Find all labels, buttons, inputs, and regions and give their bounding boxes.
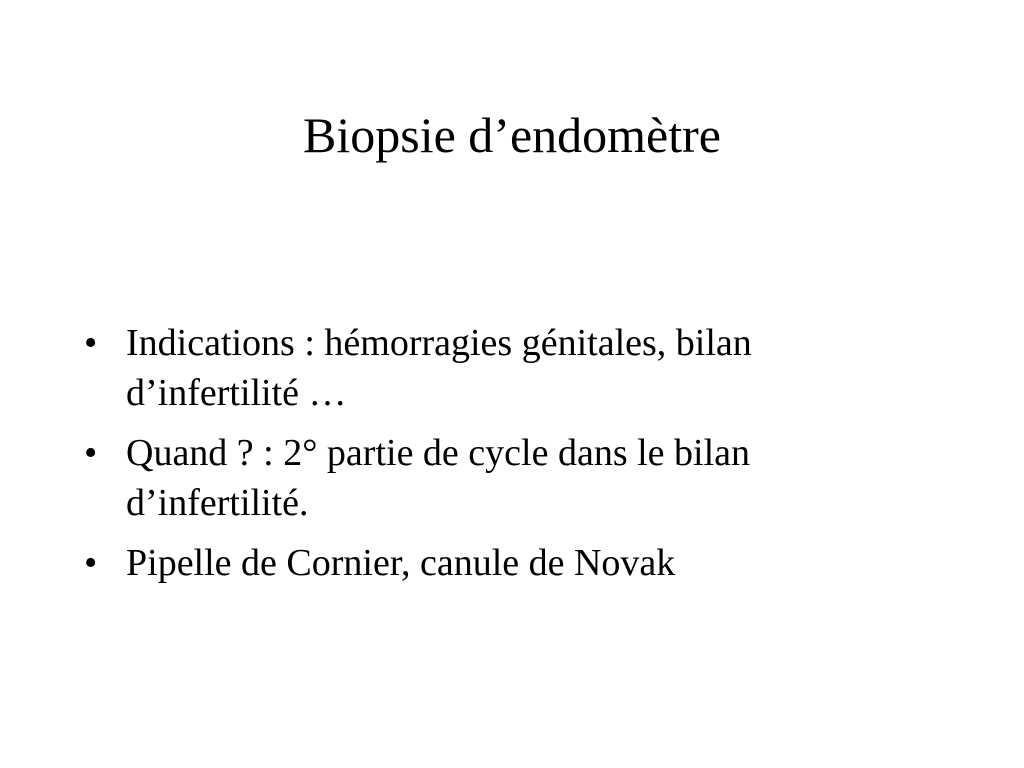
bullet-list	[84, 318, 904, 598]
slide-title: Biopsie d’endomètre	[303, 107, 721, 163]
bullet-icon: •	[84, 432, 98, 474]
bullet-text: Indications : hémorragies génitales, bilan d’infertilité …	[126, 322, 752, 414]
bullet-item-quand	[84, 428, 904, 528]
bullet-item-indications	[84, 318, 904, 418]
bullet-text: Pipelle de Cornier, canule de Novak	[126, 542, 676, 584]
bullet-item-pipelle	[84, 538, 904, 588]
bullet-text: Quand ? : 2° partie de cycle dans le bilan d’infertilité.	[126, 432, 751, 524]
bullet-icon: •	[84, 542, 98, 584]
bullet-icon: •	[84, 322, 98, 364]
